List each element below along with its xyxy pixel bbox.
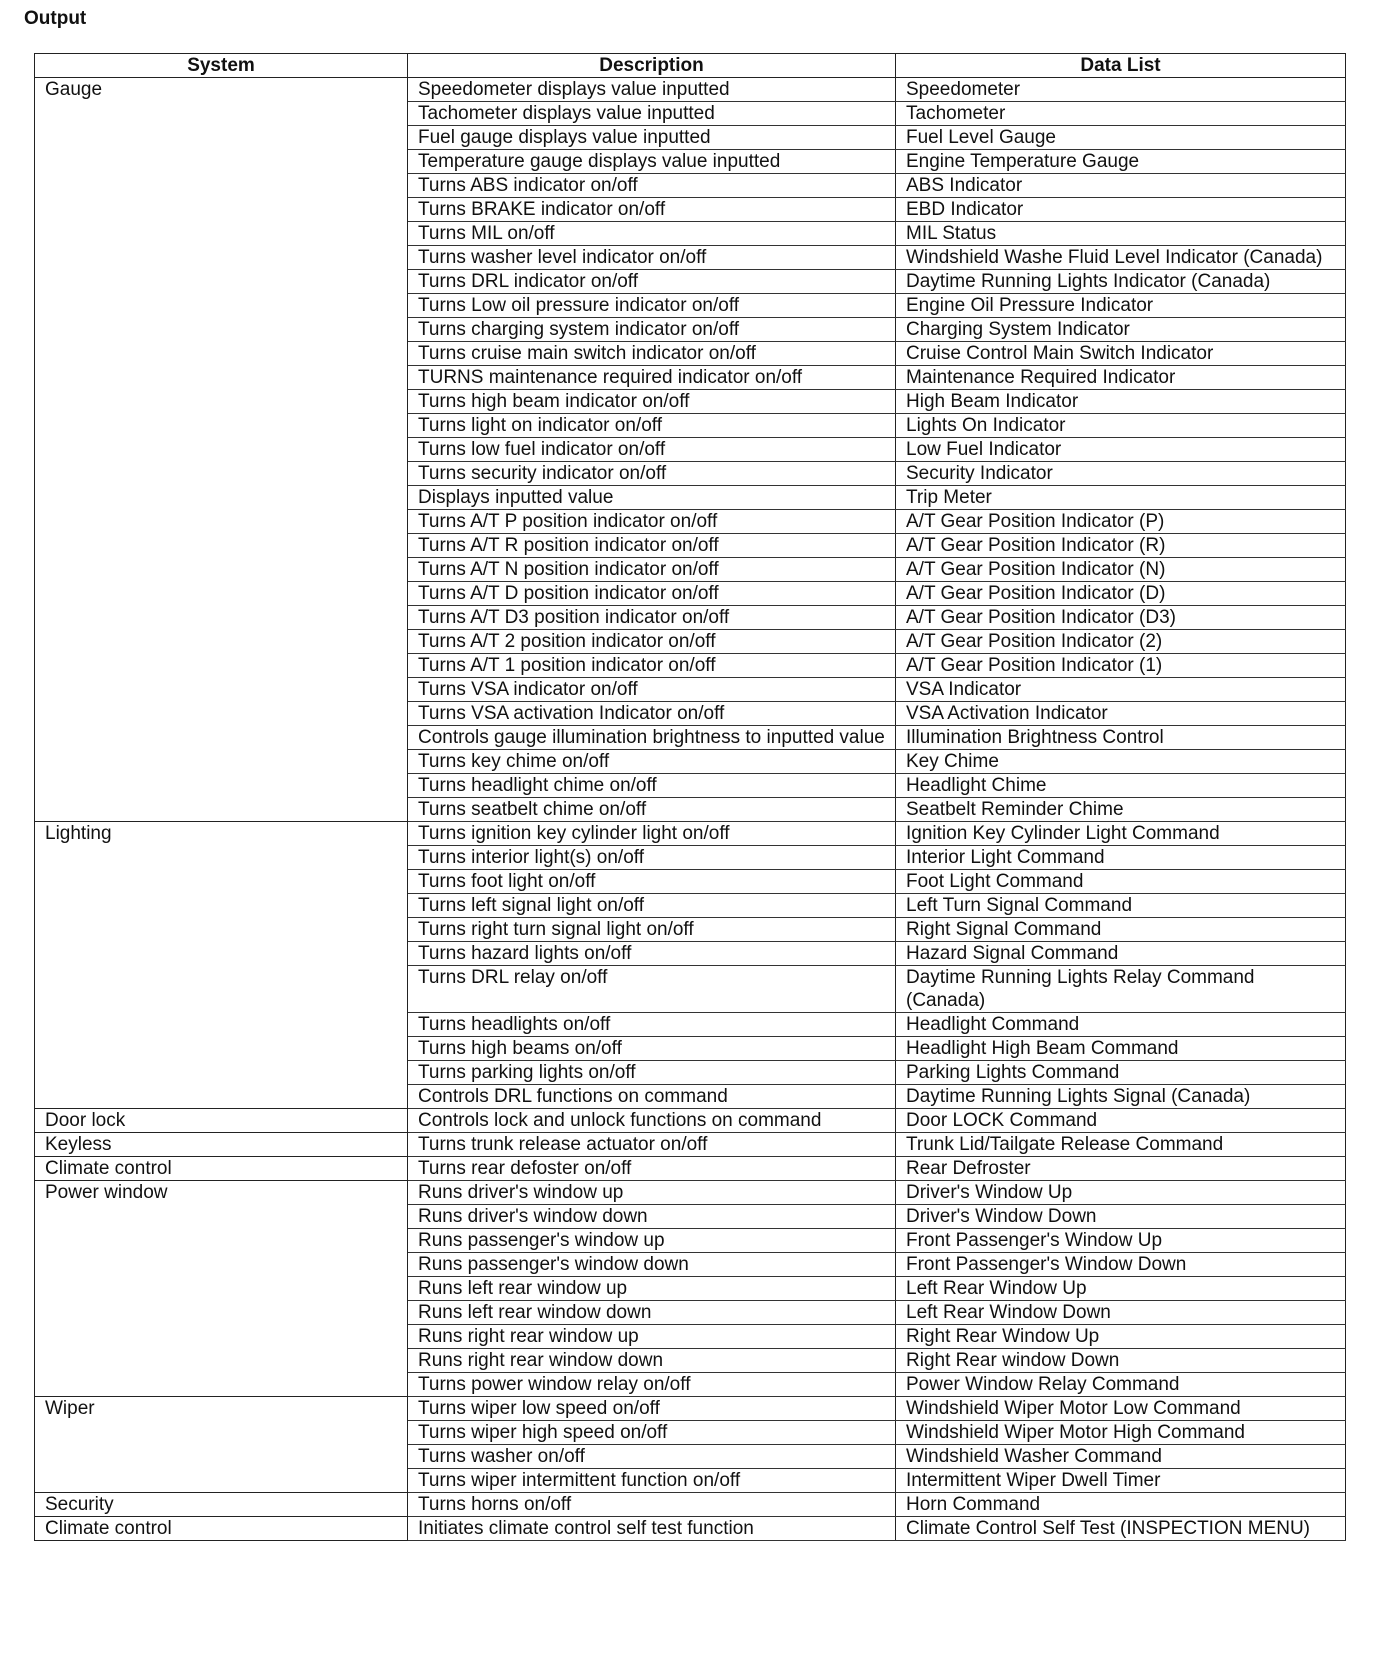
data-list-cell: A/T Gear Position Indicator (D3) — [896, 606, 1346, 630]
data-list-cell: A/T Gear Position Indicator (D) — [896, 582, 1346, 606]
data-list-cell: ABS Indicator — [896, 174, 1346, 198]
data-list-cell: Windshield Washer Command — [896, 1445, 1346, 1469]
description-cell: Runs passenger's window down — [408, 1253, 896, 1277]
system-cell: Climate control — [35, 1517, 408, 1541]
description-cell: Runs left rear window down — [408, 1301, 896, 1325]
data-list-cell: Driver's Window Up — [896, 1181, 1346, 1205]
data-list-cell: MIL Status — [896, 222, 1346, 246]
data-list-cell: Fuel Level Gauge — [896, 126, 1346, 150]
description-cell: Tachometer displays value inputted — [408, 102, 896, 126]
data-list-cell: Parking Lights Command — [896, 1061, 1346, 1085]
description-cell: Controls gauge illumination brightness to inputted value — [408, 726, 896, 750]
description-cell: Turns wiper intermittent function on/off — [408, 1469, 896, 1493]
data-list-cell: Speedometer — [896, 78, 1346, 102]
data-list-cell: Headlight Chime — [896, 774, 1346, 798]
description-cell: Turns ABS indicator on/off — [408, 174, 896, 198]
data-list-cell: Right Rear window Down — [896, 1349, 1346, 1373]
data-list-cell: Maintenance Required Indicator — [896, 366, 1346, 390]
description-cell: Turns cruise main switch indicator on/off — [408, 342, 896, 366]
description-cell: Turns headlights on/off — [408, 1013, 896, 1037]
description-cell: TURNS maintenance required indicator on/off — [408, 366, 896, 390]
data-list-cell: EBD Indicator — [896, 198, 1346, 222]
description-cell: Fuel gauge displays value inputted — [408, 126, 896, 150]
description-cell: Runs passenger's window up — [408, 1229, 896, 1253]
description-cell: Turns security indicator on/off — [408, 462, 896, 486]
data-list-cell: Lights On Indicator — [896, 414, 1346, 438]
system-cell: Wiper — [35, 1397, 408, 1493]
column-header-description: Description — [408, 54, 896, 78]
data-list-cell: Hazard Signal Command — [896, 942, 1346, 966]
description-cell: Turns low fuel indicator on/off — [408, 438, 896, 462]
description-cell: Turns parking lights on/off — [408, 1061, 896, 1085]
data-list-cell: Left Turn Signal Command — [896, 894, 1346, 918]
description-cell: Runs driver's window up — [408, 1181, 896, 1205]
data-list-cell: Illumination Brightness Control — [896, 726, 1346, 750]
table-row — [35, 1157, 1346, 1181]
description-cell: Turns DRL relay on/off — [408, 966, 896, 1013]
table-row — [35, 1109, 1346, 1133]
system-cell: Security — [35, 1493, 408, 1517]
table-row — [35, 1517, 1346, 1541]
data-list-cell: A/T Gear Position Indicator (N) — [896, 558, 1346, 582]
system-cell: Keyless — [35, 1133, 408, 1157]
data-list-cell: VSA Indicator — [896, 678, 1346, 702]
table-row — [35, 1397, 1346, 1421]
table-row — [35, 1133, 1346, 1157]
data-list-cell: Power Window Relay Command — [896, 1373, 1346, 1397]
system-cell: Lighting — [35, 822, 408, 1109]
data-list-cell: Left Rear Window Up — [896, 1277, 1346, 1301]
data-list-cell: Trunk Lid/Tailgate Release Command — [896, 1133, 1346, 1157]
description-cell: Controls lock and unlock functions on command — [408, 1109, 896, 1133]
system-cell: Climate control — [35, 1157, 408, 1181]
description-cell: Turns trunk release actuator on/off — [408, 1133, 896, 1157]
data-list-cell: Daytime Running Lights Relay Command (Canada) — [896, 966, 1346, 1013]
data-list-cell: Daytime Running Lights Indicator (Canada) — [896, 270, 1346, 294]
description-cell: Turns washer level indicator on/off — [408, 246, 896, 270]
description-cell: Turns light on indicator on/off — [408, 414, 896, 438]
description-cell: Turns interior light(s) on/off — [408, 846, 896, 870]
data-list-cell: Foot Light Command — [896, 870, 1346, 894]
table-row — [35, 822, 1346, 846]
table-body — [35, 78, 1346, 1541]
data-list-cell: Intermittent Wiper Dwell Timer — [896, 1469, 1346, 1493]
data-list-cell: Interior Light Command — [896, 846, 1346, 870]
description-cell: Turns power window relay on/off — [408, 1373, 896, 1397]
description-cell: Turns horns on/off — [408, 1493, 896, 1517]
data-list-cell: Headlight High Beam Command — [896, 1037, 1346, 1061]
table-row — [35, 1181, 1346, 1205]
description-cell: Turns Low oil pressure indicator on/off — [408, 294, 896, 318]
data-list-cell: A/T Gear Position Indicator (R) — [896, 534, 1346, 558]
system-cell: Door lock — [35, 1109, 408, 1133]
description-cell: Runs left rear window up — [408, 1277, 896, 1301]
description-cell: Speedometer displays value inputted — [408, 78, 896, 102]
description-cell: Turns high beam indicator on/off — [408, 390, 896, 414]
description-cell: Turns wiper low speed on/off — [408, 1397, 896, 1421]
data-list-cell: Daytime Running Lights Signal (Canada) — [896, 1085, 1346, 1109]
description-cell: Turns A/T D position indicator on/off — [408, 582, 896, 606]
description-cell: Displays inputted value — [408, 486, 896, 510]
description-cell: Turns wiper high speed on/off — [408, 1421, 896, 1445]
data-list-cell: Windshield Wiper Motor High Command — [896, 1421, 1346, 1445]
data-list-cell: Engine Temperature Gauge — [896, 150, 1346, 174]
data-list-cell: Charging System Indicator — [896, 318, 1346, 342]
data-list-cell: Climate Control Self Test (INSPECTION MENU) — [896, 1517, 1346, 1541]
data-list-cell: Driver's Window Down — [896, 1205, 1346, 1229]
description-cell: Turns rear defoster on/off — [408, 1157, 896, 1181]
data-list-cell: Windshield Wiper Motor Low Command — [896, 1397, 1346, 1421]
data-list-cell: Right Signal Command — [896, 918, 1346, 942]
description-cell: Turns foot light on/off — [408, 870, 896, 894]
data-list-cell: Ignition Key Cylinder Light Command — [896, 822, 1346, 846]
description-cell: Turns left signal light on/off — [408, 894, 896, 918]
description-cell: Turns seatbelt chime on/off — [408, 798, 896, 822]
description-cell: Turns charging system indicator on/off — [408, 318, 896, 342]
data-list-cell: Trip Meter — [896, 486, 1346, 510]
data-list-cell: Rear Defroster — [896, 1157, 1346, 1181]
description-cell: Turns A/T R position indicator on/off — [408, 534, 896, 558]
data-list-cell: Security Indicator — [896, 462, 1346, 486]
description-cell: Turns VSA activation Indicator on/off — [408, 702, 896, 726]
description-cell: Turns A/T 2 position indicator on/off — [408, 630, 896, 654]
column-header-system: System — [35, 54, 408, 78]
description-cell: Turns BRAKE indicator on/off — [408, 198, 896, 222]
page-heading: Output — [24, 8, 87, 29]
description-cell: Temperature gauge displays value inputted — [408, 150, 896, 174]
data-list-cell: Key Chime — [896, 750, 1346, 774]
data-list-cell: Windshield Washe Fluid Level Indicator (Canada) — [896, 246, 1346, 270]
data-list-cell: Tachometer — [896, 102, 1346, 126]
data-list-cell: High Beam Indicator — [896, 390, 1346, 414]
description-cell: Controls DRL functions on command — [408, 1085, 896, 1109]
description-cell: Turns high beams on/off — [408, 1037, 896, 1061]
data-list-cell: Low Fuel Indicator — [896, 438, 1346, 462]
description-cell: Turns A/T N position indicator on/off — [408, 558, 896, 582]
description-cell: Turns DRL indicator on/off — [408, 270, 896, 294]
column-header-data-list: Data List — [896, 54, 1346, 78]
description-cell: Runs driver's window down — [408, 1205, 896, 1229]
description-cell: Turns washer on/off — [408, 1445, 896, 1469]
description-cell: Initiates climate control self test function — [408, 1517, 896, 1541]
data-list-cell: Door LOCK Command — [896, 1109, 1346, 1133]
data-list-cell: Left Rear Window Down — [896, 1301, 1346, 1325]
description-cell: Turns A/T 1 position indicator on/off — [408, 654, 896, 678]
table-header-row — [35, 54, 1346, 78]
table-row — [35, 78, 1346, 102]
data-list-cell: Headlight Command — [896, 1013, 1346, 1037]
description-cell: Turns A/T P position indicator on/off — [408, 510, 896, 534]
system-cell: Gauge — [35, 78, 408, 822]
description-cell: Turns hazard lights on/off — [408, 942, 896, 966]
description-cell: Turns A/T D3 position indicator on/off — [408, 606, 896, 630]
data-list-cell: Front Passenger's Window Up — [896, 1229, 1346, 1253]
output-table — [34, 53, 1346, 1541]
data-list-cell: Seatbelt Reminder Chime — [896, 798, 1346, 822]
data-list-cell: Front Passenger's Window Down — [896, 1253, 1346, 1277]
description-cell: Runs right rear window up — [408, 1325, 896, 1349]
system-cell: Power window — [35, 1181, 408, 1397]
data-list-cell: A/T Gear Position Indicator (P) — [896, 510, 1346, 534]
description-cell: Turns key chime on/off — [408, 750, 896, 774]
data-list-cell: Right Rear Window Up — [896, 1325, 1346, 1349]
description-cell: Turns headlight chime on/off — [408, 774, 896, 798]
data-list-cell: A/T Gear Position Indicator (1) — [896, 654, 1346, 678]
data-list-cell: Horn Command — [896, 1493, 1346, 1517]
data-list-cell: A/T Gear Position Indicator (2) — [896, 630, 1346, 654]
data-list-cell: Cruise Control Main Switch Indicator — [896, 342, 1346, 366]
description-cell: Runs right rear window down — [408, 1349, 896, 1373]
description-cell: Turns VSA indicator on/off — [408, 678, 896, 702]
description-cell: Turns right turn signal light on/off — [408, 918, 896, 942]
data-list-cell: Engine Oil Pressure Indicator — [896, 294, 1346, 318]
description-cell: Turns MIL on/off — [408, 222, 896, 246]
data-list-cell: VSA Activation Indicator — [896, 702, 1346, 726]
table-row — [35, 1493, 1346, 1517]
description-cell: Turns ignition key cylinder light on/off — [408, 822, 896, 846]
